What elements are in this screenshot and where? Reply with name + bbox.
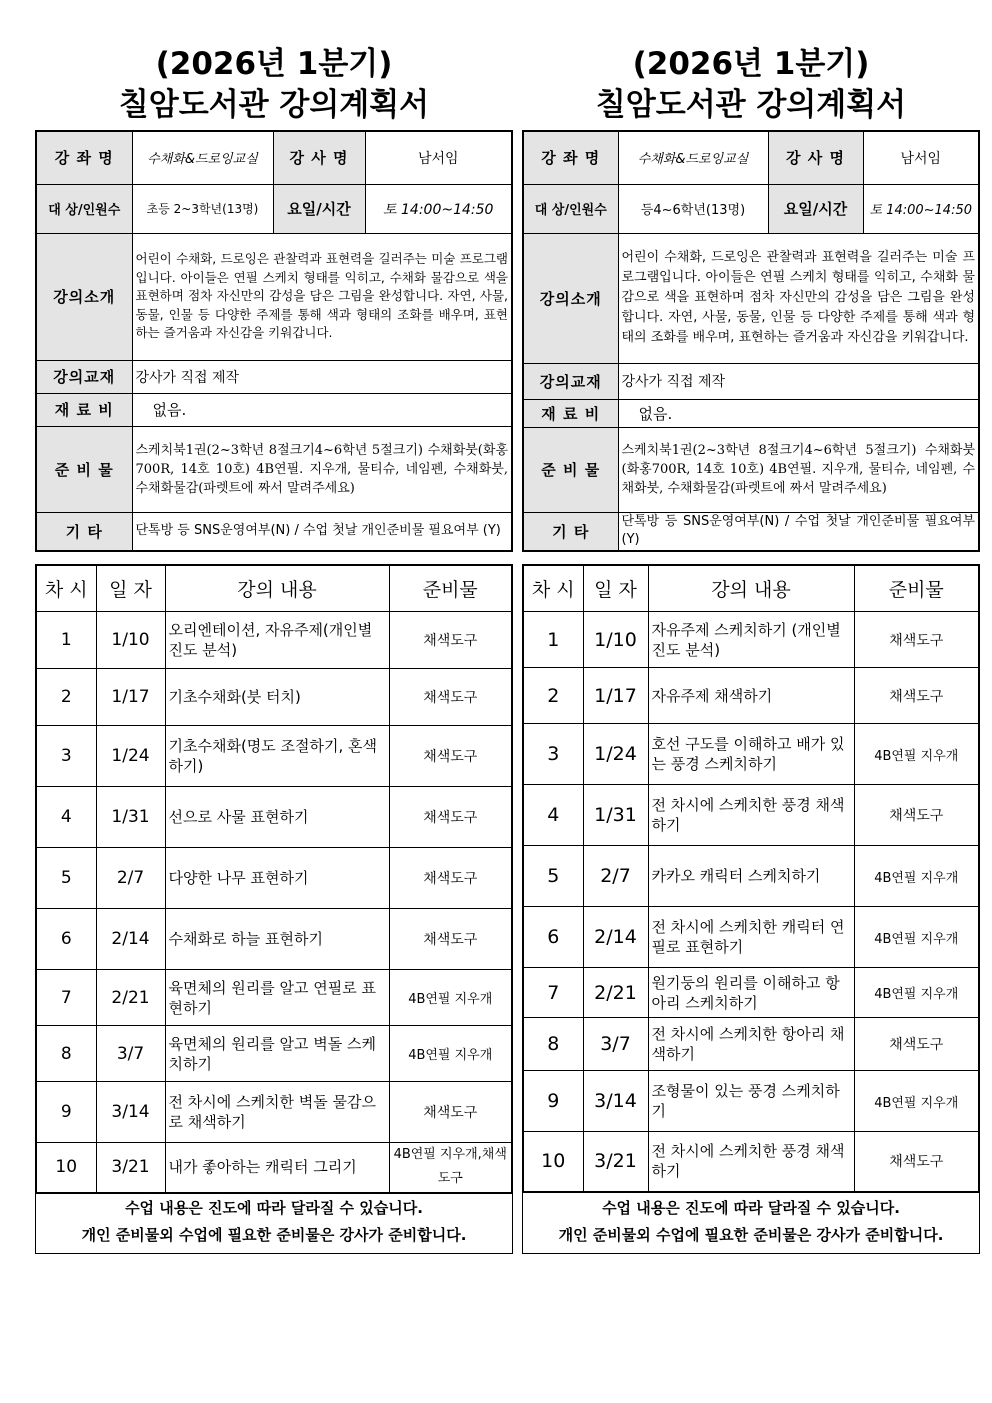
session-content: 전 차시에 스케치한 풍경 채색하기 [648, 785, 854, 846]
session-num: 9 [523, 1071, 583, 1132]
session-content: 육면체의 원리를 알고 연필로 표현하기 [165, 970, 389, 1026]
session-content: 카카오 캐릭터 스케치하기 [648, 846, 854, 907]
title-line1: (2026년 1분기) [632, 46, 870, 82]
table-row [523, 724, 979, 785]
supplies: 스케치북1권(2~3학년 8절크기4~6학년 5절크기) 수채화붓(화홍700R, 14호 10호) 4B연필. 지우개, 물티슈, 네임펜, 수채화붓, 수채화물감(파렛트에 짜서 말려주세요) [132, 426, 512, 512]
session-materials: 채색도구 [854, 668, 979, 724]
table-row [523, 1071, 979, 1132]
session-num: 8 [36, 1026, 96, 1082]
session-num: 1 [523, 612, 583, 668]
table-row [523, 785, 979, 846]
session-content: 자유주제 스케치하기 (개인별 진도 분석) [648, 612, 854, 668]
session-num: 5 [36, 848, 96, 909]
session-num: 9 [36, 1082, 96, 1143]
session-content: 전 차시에 스케치한 캐릭터 연필로 표현하기 [648, 907, 854, 968]
left-info-table [35, 130, 513, 552]
table-row [36, 970, 512, 1026]
session-content: 수채화로 하늘 표현하기 [165, 909, 389, 970]
etc: 단톡방 등 SNS운영여부(N) / 수업 첫날 개인준비물 필요여부 (Y) [618, 512, 979, 551]
label-target: 대 상/인원수 [36, 184, 132, 233]
title-line1: (2026년 1분기) [155, 46, 393, 82]
session-content: 전 차시에 스케치한 벽돌 물감으로 채색하기 [165, 1082, 389, 1143]
course-name: 수채화&드로잉교실 [132, 131, 273, 184]
table-row [523, 846, 979, 907]
table-row [523, 1018, 979, 1071]
table-row [36, 669, 512, 726]
footer-note2: 개인 준비물외 수업에 필요한 준비물은 강사가 준비합니다. [81, 1226, 467, 1244]
label-textbook: 강의교재 [523, 363, 618, 399]
session-content: 오리엔테이션, 자유주제(개인별 진도 분석) [165, 612, 389, 669]
intro: 어린이 수채화, 드로잉은 관찰력과 표현력을 길러주는 미술 프로그램입니다. 아이들은 연필 스케치 형태를 익히고, 수채화 물감으로 색을 표현하며 점차 자신만의 감성을 담은 그림을 완성합니다. 자연, 사물, 동물, 인물 등 다양한 주제를 통해 색과 형태의 조화를 배우며, 표현하는 즐거움과 자신감을 키워갑니다. [618, 233, 979, 363]
session-materials: 채색도구 [389, 1082, 512, 1143]
session-content: 내가 좋아하는 캐릭터 그리기 [165, 1143, 389, 1193]
title-line2: 칠암도서관 강의계획서 [118, 87, 430, 123]
title-line2: 칠암도서관 강의계획서 [595, 87, 907, 123]
session-date: 1/10 [96, 612, 165, 669]
course-name: 수채화&드로잉교실 [618, 131, 768, 184]
session-content: 기초수채화(명도 조절하기, 혼색하기) [165, 726, 389, 787]
session-num: 2 [36, 669, 96, 726]
session-num: 10 [36, 1143, 96, 1193]
label-intro: 강의소개 [36, 233, 132, 360]
material-fee: 없음. [618, 399, 979, 427]
textbook: 강사가 직접 제작 [132, 360, 512, 393]
session-date: 1/24 [583, 724, 648, 785]
header-materials: 준비물 [854, 565, 979, 612]
left-footer [35, 1191, 513, 1254]
target: 등4~6학년(13명) [618, 184, 768, 233]
session-content: 전 차시에 스케치한 항아리 채색하기 [648, 1018, 854, 1071]
session-num: 10 [523, 1132, 583, 1192]
label-material-fee: 재 료 비 [36, 393, 132, 426]
session-materials: 4B연필 지우개 [854, 968, 979, 1018]
session-materials: 채색도구 [854, 785, 979, 846]
session-date: 3/21 [96, 1143, 165, 1193]
session-date: 2/21 [96, 970, 165, 1026]
session-materials: 채색도구 [854, 612, 979, 668]
session-num: 5 [523, 846, 583, 907]
header-content: 강의 내용 [165, 565, 389, 612]
footer-note1: 수업 내용은 진도에 따라 달라질 수 있습니다. [602, 1199, 900, 1217]
session-num: 3 [523, 724, 583, 785]
session-num: 4 [36, 787, 96, 848]
session-content: 육면체의 원리를 알고 벽돌 스케치하기 [165, 1026, 389, 1082]
label-intro: 강의소개 [523, 233, 618, 363]
target: 초등 2~3학년(13명) [132, 184, 273, 233]
label-supplies: 준 비 물 [36, 426, 132, 512]
session-materials: 채색도구 [389, 669, 512, 726]
session-date: 3/7 [583, 1018, 648, 1071]
session-date: 3/14 [96, 1082, 165, 1143]
session-date: 1/24 [96, 726, 165, 787]
session-materials: 채색도구 [389, 726, 512, 787]
session-materials: 채색도구 [389, 787, 512, 848]
session-materials: 4B연필 지우개 [389, 970, 512, 1026]
table-row [36, 1082, 512, 1143]
label-supplies: 준 비 물 [523, 427, 618, 512]
session-num: 8 [523, 1018, 583, 1071]
session-date: 2/7 [96, 848, 165, 909]
session-date: 2/7 [583, 846, 648, 907]
table-row [36, 787, 512, 848]
day-time: 토 14:00~14:50 [863, 184, 979, 233]
session-materials: 채색도구 [389, 909, 512, 970]
session-materials: 4B연필 지우개 [854, 1071, 979, 1132]
session-date: 1/31 [583, 785, 648, 846]
table-row [36, 909, 512, 970]
label-etc: 기 타 [523, 512, 618, 551]
session-content: 다양한 나무 표현하기 [165, 848, 389, 909]
session-materials: 4B연필 지우개 [854, 907, 979, 968]
supplies: 스케치북1권(2~3학년 8절크기4~6학년 5절크기) 수채화붓(화홍700R, 14호 10호) 4B연필. 지우개, 물티슈, 네임펜, 수채화붓, 수채화물감(파렛트에 짜서 말려주세요) [618, 427, 979, 512]
material-fee: 없음. [132, 393, 512, 426]
footer-note2: 개인 준비물외 수업에 필요한 준비물은 강사가 준비합니다. [558, 1226, 944, 1244]
session-content: 선으로 사물 표현하기 [165, 787, 389, 848]
session-materials: 4B연필 지우개,채색도구 [389, 1143, 512, 1193]
session-num: 3 [36, 726, 96, 787]
right-footer [522, 1191, 980, 1254]
header-session: 차 시 [523, 565, 583, 612]
session-content: 전 차시에 스케치한 풍경 채색하기 [648, 1132, 854, 1192]
session-date: 1/17 [96, 669, 165, 726]
label-instructor: 강 사 명 [273, 131, 365, 184]
session-content: 기초수채화(붓 터치) [165, 669, 389, 726]
table-row [36, 726, 512, 787]
header-date: 일 자 [96, 565, 165, 612]
session-materials: 채색도구 [854, 1132, 979, 1192]
session-date: 3/14 [583, 1071, 648, 1132]
label-target: 대 상/인원수 [523, 184, 618, 233]
label-day-time: 요일/시간 [273, 184, 365, 233]
day-time: 토 14:00~14:50 [365, 184, 512, 233]
instructor: 남서임 [863, 131, 979, 184]
session-date: 2/14 [96, 909, 165, 970]
header-materials: 준비물 [389, 565, 512, 612]
label-course-name: 강 좌 명 [36, 131, 132, 184]
table-row [523, 612, 979, 668]
right-info-table [522, 130, 980, 552]
session-date: 1/17 [583, 668, 648, 724]
table-row [523, 907, 979, 968]
table-row [523, 968, 979, 1018]
right-schedule-table [522, 564, 980, 1193]
session-materials: 채색도구 [389, 612, 512, 669]
label-textbook: 강의교재 [36, 360, 132, 393]
footer-note1: 수업 내용은 진도에 따라 달라질 수 있습니다. [125, 1199, 423, 1217]
session-date: 3/7 [96, 1026, 165, 1082]
session-date: 1/10 [583, 612, 648, 668]
session-materials: 4B연필 지우개 [854, 846, 979, 907]
table-row [36, 1143, 512, 1193]
table-row [523, 1132, 979, 1192]
session-content: 호선 구도를 이해하고 배가 있는 풍경 스케치하기 [648, 724, 854, 785]
session-date: 2/14 [583, 907, 648, 968]
session-content: 자유주제 채색하기 [648, 668, 854, 724]
session-materials: 4B연필 지우개 [389, 1026, 512, 1082]
session-materials: 채색도구 [389, 848, 512, 909]
session-num: 6 [36, 909, 96, 970]
label-material-fee: 재 료 비 [523, 399, 618, 427]
session-date: 3/21 [583, 1132, 648, 1192]
label-etc: 기 타 [36, 512, 132, 551]
table-row [36, 612, 512, 669]
session-date: 1/31 [96, 787, 165, 848]
label-course-name: 강 좌 명 [523, 131, 618, 184]
session-content: 원기둥의 원리를 이해하고 항아리 스케치하기 [648, 968, 854, 1018]
table-row [36, 848, 512, 909]
header-content: 강의 내용 [648, 565, 854, 612]
session-num: 6 [523, 907, 583, 968]
textbook: 강사가 직접 제작 [618, 363, 979, 399]
session-num: 4 [523, 785, 583, 846]
table-row [36, 1026, 512, 1082]
session-num: 7 [523, 968, 583, 1018]
session-materials: 채색도구 [854, 1018, 979, 1071]
label-day-time: 요일/시간 [768, 184, 863, 233]
session-date: 2/21 [583, 968, 648, 1018]
left-schedule-table [35, 564, 513, 1194]
session-num: 2 [523, 668, 583, 724]
header-date: 일 자 [583, 565, 648, 612]
table-row [523, 668, 979, 724]
session-num: 1 [36, 612, 96, 669]
header-session: 차 시 [36, 565, 96, 612]
etc: 단톡방 등 SNS운영여부(N) / 수업 첫날 개인준비물 필요여부 (Y) [132, 512, 512, 551]
session-num: 7 [36, 970, 96, 1026]
session-content: 조형물이 있는 풍경 스케치하기 [648, 1071, 854, 1132]
instructor: 남서임 [365, 131, 512, 184]
label-instructor: 강 사 명 [768, 131, 863, 184]
session-materials: 4B연필 지우개 [854, 724, 979, 785]
intro: 어린이 수채화, 드로잉은 관찰력과 표현력을 길러주는 미술 프로그램입니다. 아이들은 연필 스케치 형태를 익히고, 수채화 물감으로 색을 표현하며 점차 자신만의 감성을 담은 그림을 완성합니다. 자연, 사물, 동물, 인물 등 다양한 주제를 통해 색과 형태의 조화를 배우며, 표현하는 즐거움과 자신감을 키워갑니다. [132, 233, 512, 360]
